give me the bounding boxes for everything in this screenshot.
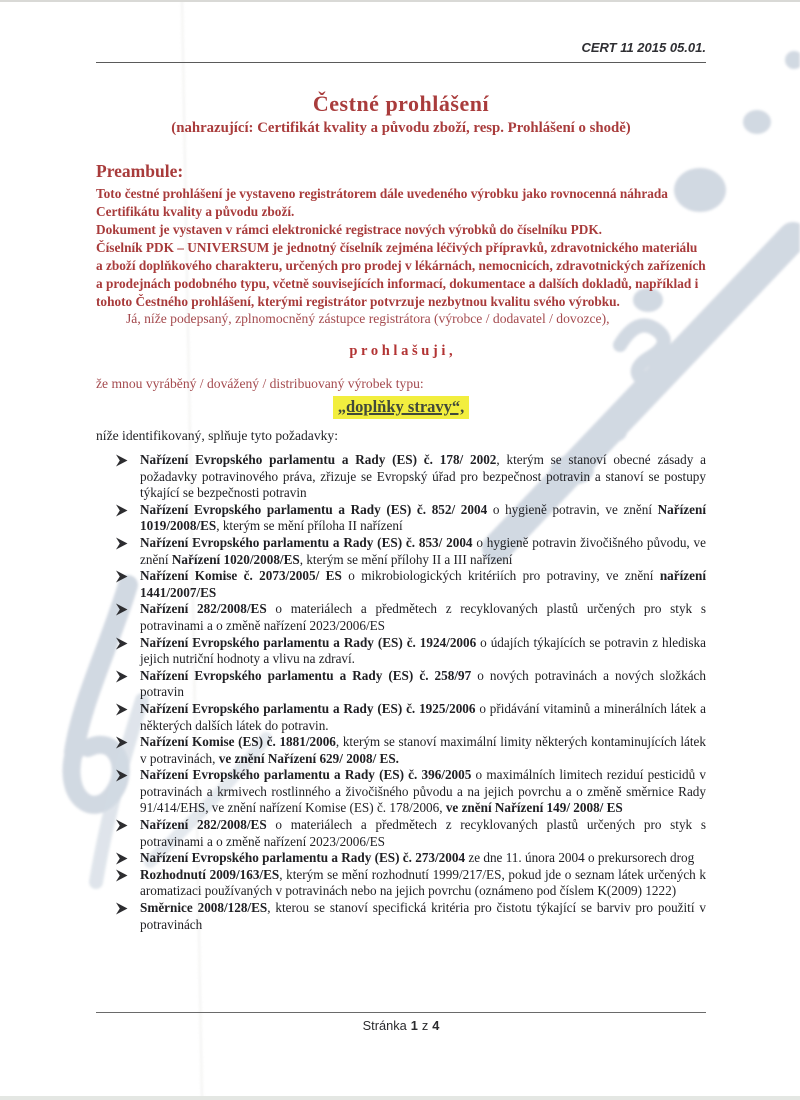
arrow-bullet-icon (116, 504, 128, 522)
list-item (96, 452, 706, 502)
footer-rule (96, 1012, 706, 1013)
regulation-text: Nařízení Komise č. 2073/2005/ ES o mikrobiologických kritériích pro potraviny, ve znění nařízení 1441/2007/ES (140, 568, 706, 600)
page-title: Čestné prohlášení (312, 91, 490, 116)
list-item (96, 867, 706, 900)
list-item (96, 900, 706, 933)
list-item (96, 701, 706, 734)
footer-page-label: Stránka (362, 1018, 407, 1033)
regulation-text: Nařízení Evropského parlamentu a Rady (ES) č. 1925/2006 o přidávání vitaminů a minerálních látek a některých dalších látek do potravin. (140, 700, 706, 733)
preamble-paragraph: Číselník PDK – UNIVERSUM je jednotný číselník zejména léčivých přípravků, zdravotnického materiálu a zboží doplňkového charakteru, určených pro prodej v lékárnách, nemocnicích, zdravotnických zařízeních a prodejnách podobného typu, včetně souvisejících informací, dokumentace a dalších dokladů, například i tohoto Čestného prohlášení, kterými registrátor potvrzuje nezbytnou kvalitu svého výrobku. (96, 240, 706, 309)
arrow-bullet-icon (116, 670, 128, 688)
arrow-bullet-icon (116, 819, 128, 837)
scan-edge-top (0, 0, 800, 2)
regulation-text: Nařízení Evropského parlamentu a Rady (ES) č. 273/2004 ze dne 11. února 2004 o prekursorech drog (140, 850, 695, 866)
regulation-text: Nařízení Evropského parlamentu a Rady (ES) č. 852/ 2004 o hygieně potravin, ve znění Nařízení 1019/2008/ES, kterým se mění příloha II nařízení (140, 501, 706, 534)
arrow-bullet-icon (116, 902, 128, 920)
list-item (96, 568, 706, 601)
regulation-text: Nařízení Komise (ES) č. 1881/2006, kterým se stanoví maximální limity některých kontaminujících látek v potravinách, ve znění Nařízení 629/ 2008/ ES. (140, 734, 706, 766)
product-type-lead: že mnou vyráběný / dovážený / distribuovaný výrobek typu: (96, 376, 424, 391)
declaration-intro: Já, níže podepsaný, zplnomocněný zástupce registrátora (výrobce / dodavatel / dovozce), (126, 311, 610, 326)
regulation-text: Rozhodnutí 2009/163/ES, kterým se mění rozhodnutí 1999/217/ES, pokud jde o seznam látek určených k aromatizaci používaných v potravinách nebo na jejich povrchu (oznámeno pod číslem K(2009) 1222) (140, 866, 706, 899)
regulation-text: Nařízení Evropského parlamentu a Rady (ES) č. 258/97 o nových potravinách a nových složkách potravin (140, 667, 706, 700)
regulation-text: Nařízení 282/2008/ES o materiálech a předmětech z recyklovaných plastů určených pro styk s potravinami a o změně nařízení 2023/2006/ES (140, 817, 706, 849)
regulations-list (96, 452, 706, 933)
page-footer (96, 1018, 706, 1033)
document-reference: CERT 11 2015 05.01. (581, 40, 706, 55)
arrow-bullet-icon (116, 570, 128, 588)
highlighted-product-type: „doplňky stravy“, (333, 396, 470, 419)
list-item (96, 502, 706, 535)
list-item (96, 668, 706, 701)
regulation-text: Nařízení Evropského parlamentu a Rady (ES) č. 396/2005 o maximálních limitech reziduí pesticidů v potravinách a krmivech rostlinného a živočišného původu a na jejich povrchu a o změně směrnice Rady 91/414/EHS, ve znění nařízení Komise (ES) č. 178/2006, ve znění Nařízení 149/ 2008/ ES (140, 767, 706, 816)
preamble-section (96, 161, 706, 311)
list-item (96, 767, 706, 817)
product-type-line (96, 396, 706, 419)
list-item (96, 734, 706, 767)
requirements-intro: níže identifikovaný, splňuje tyto požadavky: (96, 428, 338, 443)
arrow-bullet-icon (116, 537, 128, 555)
list-item (96, 535, 706, 568)
footer-of-label: z (421, 1018, 429, 1033)
footer-total-pages: 4 (432, 1018, 440, 1033)
preamble-heading: Preambule: (96, 161, 184, 181)
footer-page-number: 1 (410, 1018, 418, 1033)
regulation-text: Nařízení Evropského parlamentu a Rady (ES) č. 178/ 2002, kterým se stanoví obecné zásady a požadavky potravinového práva, zřizuje se Evropský úřad pro bezpečnost potravin a stanoví se postupy týkající se bezpečnosti potravin (140, 452, 706, 501)
declaration-verb: p r o h l a š u j i , (349, 343, 453, 359)
arrow-bullet-icon (116, 603, 128, 621)
regulation-text: Nařízení Evropského parlamentu a Rady (ES) č. 1924/2006 o údajích týkajících se potravin z hlediska jejich nutriční hodnoty a vlivu na zdraví. (140, 634, 706, 667)
regulation-text: Směrnice 2008/128/ES, kterou se stanoví specifická kritéria pro čistotu týkající se barviv pro použití v potravinách (140, 900, 706, 932)
arrow-bullet-icon (116, 637, 128, 655)
arrow-bullet-icon (116, 736, 128, 754)
scan-edge-bottom (0, 1096, 800, 1100)
list-item (96, 601, 706, 634)
list-item (96, 817, 706, 850)
arrow-bullet-icon (116, 703, 128, 721)
arrow-bullet-icon (116, 769, 128, 787)
preamble-paragraph: Dokument je vystaven v rámci elektronické registrace nových výrobků do číselníku PDK. (96, 222, 602, 237)
list-item (96, 850, 706, 867)
regulation-text: Nařízení Evropského parlamentu a Rady (ES) č. 853/ 2004 o hygieně potravin živočišného původu, ve znění Nařízení 1020/2008/ES, kterým se mění přílohy II a III nařízení (140, 534, 706, 567)
preamble-paragraph: Toto čestné prohlášení je vystaveno registrátorem dále uvedeného výrobku jako rovnocenná náhrada Certifikátu kvality a původu zboží. (96, 186, 668, 219)
list-item (96, 635, 706, 668)
header-rule (96, 62, 706, 63)
arrow-bullet-icon (116, 454, 128, 472)
arrow-bullet-icon (116, 869, 128, 887)
regulation-text: Nařízení 282/2008/ES o materiálech a předmětech z recyklovaných plastů určených pro styk s potravinami a o změně nařízení 2023/2006/ES (140, 601, 706, 633)
page-subtitle: (nahrazující: Certifikát kvality a původu zboží, resp. Prohlášení o shodě) (171, 120, 631, 136)
